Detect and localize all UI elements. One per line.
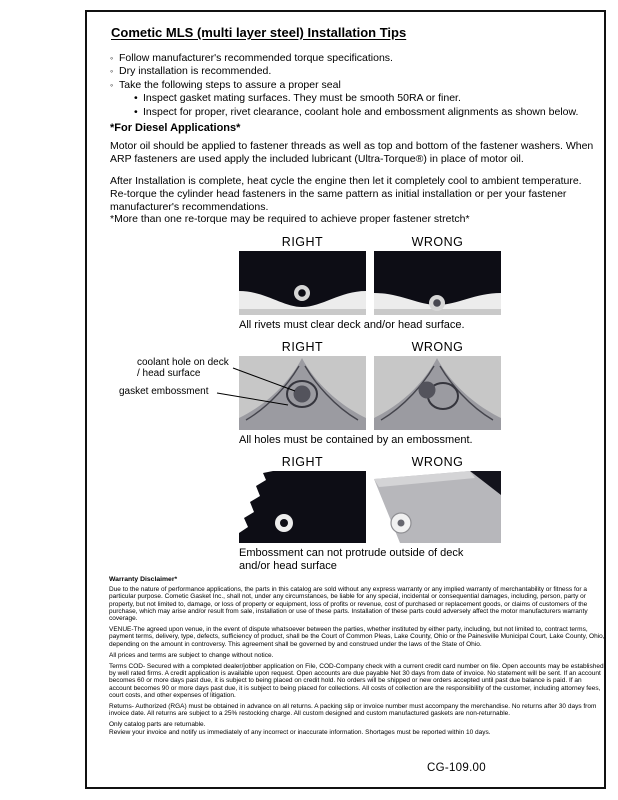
- list-item-text: Follow manufacturer's recommended torque specifications.: [119, 52, 393, 64]
- wrong-header: WRONG: [411, 340, 464, 354]
- diagram-header-row: [239, 235, 501, 249]
- protrusion-right-diagram: [239, 471, 366, 543]
- diagram-header-row: [239, 340, 501, 354]
- list-item-text: Inspect gasket mating surfaces. They must be smooth 50RA or finer.: [143, 92, 461, 105]
- rivet-diagram-row: [239, 251, 501, 315]
- installation-tips-list: [110, 52, 598, 119]
- rivet-right-diagram: [239, 251, 366, 315]
- right-header: RIGHT: [281, 340, 324, 354]
- list-item-text: Dry installation is recommended.: [119, 65, 272, 78]
- right-header: RIGHT: [281, 455, 324, 469]
- embossment-wrong-diagram: [374, 356, 501, 430]
- page-number: CG-109.00: [427, 762, 486, 774]
- legal-paragraph: Returns- Authorized (RGA) must be obtained in advance on all returns. A packing slip or invoice number must accompany the merchandise. No returns after 30 days from invoice date. All returns are subject to a 25% restocking charge. All custom designed and custom manufactured gaskets are non-returnable.: [109, 703, 597, 718]
- legal-paragraph: Terms COD- Secured with a completed dealer/jobber application on File, COD-Company check with a current credit card number on file. Open accounts may be established by well rated firms. A credit application is available upon request. Open accounts are due payable Net 30 days from date of invoice. No statement will be sent. If an account becomes 60 or more days past due, it is subject to being placed on credit hold. No orders will be shipped or new orders accepted until past due balance is paid. If an account becomes 90 or more days past due, it is subject to being placed for collections. All costs of collection are the responsibility of the customer, including attorney fees, court costs, and other expenses of litigation.: [109, 663, 604, 699]
- rivet-wrong-diagram: [374, 251, 501, 315]
- diesel-applications-heading: *For Diesel Applications*: [110, 122, 241, 134]
- diagram-caption: All rivets must clear deck and/or head surface.: [239, 319, 465, 331]
- legal-section: [109, 576, 606, 740]
- bullet-icon: [110, 52, 119, 65]
- diesel-paragraph-2: After Installation is complete, heat cycle the engine then let it completely cool to ambient temperature. Re-torque the cylinder head fasteners in the same pattern as initial installation or per your fastener manufacturer's recommendations.: [110, 175, 582, 213]
- diagram-header-row: [239, 455, 501, 469]
- list-item: [110, 79, 598, 92]
- coolant-hole-label: coolant hole on deck / head surface: [137, 357, 229, 379]
- legal-paragraph: VENUE-The agreed upon venue, in the event of dispute whatsoever between the parties, whether instituted by either party, including, but not limited to, contract terms, payment terms, delivery, type, defects, sufficiency of product, shall be the Court of Common Pleas, Lake County, Ohio or the Painesville Municipal Court, Lake County, Ohio, depending on the amount in controversy. This agreement shall be governed by and construed under the laws of the State of Ohio.: [109, 626, 605, 648]
- wrong-header: WRONG: [411, 455, 464, 469]
- catalog-page: [85, 10, 606, 789]
- bullet-icon: [134, 92, 143, 105]
- right-header: RIGHT: [281, 235, 324, 249]
- bullet-icon: [110, 65, 119, 78]
- gasket-embossment-label: gasket embossment: [119, 386, 209, 397]
- legal-paragraph: Review your invoice and notify us immediately of any incorrect or inaccurate information. Shortages must be reported within 10 days.: [109, 728, 491, 736]
- warranty-disclaimer-heading: Warranty Disclaimer*: [109, 576, 178, 583]
- embossment-right-diagram: [239, 356, 366, 430]
- protrusion-diagram-row: [239, 471, 501, 543]
- diagram-caption: Embossment can not protrude outside of deck and/or head surface: [239, 547, 464, 572]
- sub-list-item: [134, 92, 598, 105]
- bullet-icon: [134, 106, 143, 119]
- diagram-caption: All holes must be contained by an embossment.: [239, 434, 473, 446]
- list-item: [110, 52, 598, 65]
- sub-list-item: [134, 106, 598, 119]
- embossment-diagram-row: [119, 356, 501, 430]
- list-item-text: Take the following steps to assure a proper seal: [119, 78, 341, 91]
- bullet-icon: [110, 79, 119, 92]
- list-item: [110, 65, 598, 78]
- legal-paragraph: Only catalog parts are returnable.: [109, 721, 206, 729]
- diagram-section: [119, 235, 501, 573]
- list-item-text: Inspect for proper, rivet clearance, coolant hole and embossment alignments as shown below.: [143, 105, 579, 118]
- legal-paragraph: All prices and terms are subject to change without notice.: [109, 651, 274, 659]
- retorque-note: *More than one re-torque may be required to achieve proper fastener stretch*: [110, 213, 470, 225]
- protrusion-wrong-diagram: [374, 471, 501, 543]
- wrong-header: WRONG: [411, 235, 464, 249]
- page-title: Cometic MLS (multi layer steel) Installation Tips: [111, 25, 407, 40]
- diesel-paragraph-1: Motor oil should be applied to fastener threads as well as top and bottom of the fastener washers. When ARP fasteners are used apply the included lubricant (Ultra-Torque®) in place of motor oil.: [110, 140, 594, 165]
- legal-paragraph: Due to the nature of performance applications, the parts in this catalog are sold without any express warranty or any implied warranty of merchantability or fitness for a particular purpose. Cometic Gasket Inc., shall not, under any circumstances, be liable for any special, incidental or consequential damages, including, person, party or property, but not limited to, damage, or loss of property or equipment, loss of profits or revenue, cost of purchased or replacement goods, or claims of customers of the purchase, which may arise and/or result from sale, installation or use of these parts. Installation of these parts could adversely affect the motor manufacturers warranty coverage.: [109, 586, 588, 623]
